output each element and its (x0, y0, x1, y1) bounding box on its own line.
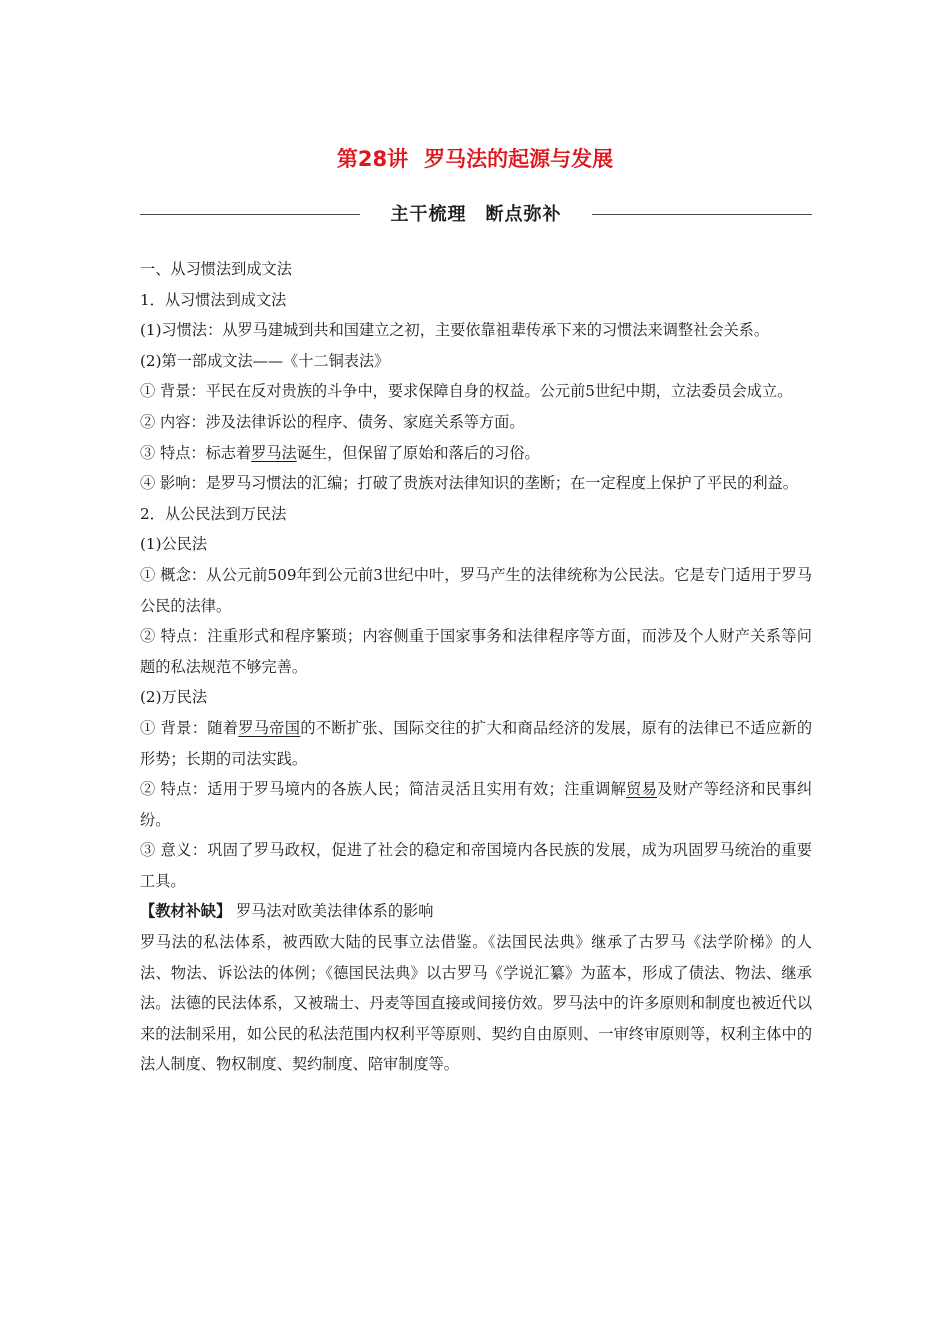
paragraph: ④ 影响：是罗马习惯法的汇编；打破了贵族对法律知识的垄断；在一定程度上保护了平民的利益。 (140, 474, 798, 493)
paragraph: 罗马法的私法体系，被西欧大陆的民事立法借鉴。《法国民法典》继承了古罗马《法学阶梯》的人法、物法、诉讼法的体例；《德国民法典》以古罗马《学说汇纂》为蓝本，形成了债法、物法、继承法。法德的民法体系，又被瑞士、丹麦等国直接或间接仿效。罗马法中的许多原则和制度也被近代以来的法制采用，如公民的私法范围内权利平等原则、契约自由原则、一审终审原则等，权利主体中的法人制度、物权制度、契约制度、陪审制度等。 (140, 933, 812, 1074)
content-body (140, 254, 812, 1080)
text-run: 诞生，但保留了原始和落后的习俗。 (296, 443, 540, 462)
section-banner (140, 201, 812, 229)
lesson-title (0, 144, 950, 174)
paragraph: (1)公民法 (140, 535, 208, 554)
text-run: 的不断扩张、国际交往的扩大和商品经济的发展，原有的法律已不适应新的形势；长期的司法实践。 (140, 718, 812, 768)
subsection-heading: 2．从公民法到万民法 (140, 504, 287, 523)
supplement-tag: 【教材补缺】 (140, 902, 232, 921)
paragraph: (1)习惯法：从罗马建城到共和国建立之初，主要依靠祖辈传承下来的习惯法来调整社会关系。 (140, 321, 770, 340)
supplement-title: 罗马法对欧美法律体系的影响 (235, 902, 434, 921)
paragraph: ① 背景：平民在反对贵族的斗争中，要求保障自身的权益。公元前5世纪中期，立法委员会成立。 (140, 382, 793, 401)
paragraph: ② 特点：注重形式和程序繁琐；内容侧重于国家事务和法律程序等方面，而涉及个人财产关系等问题的私法规范不够完善。 (140, 627, 812, 676)
paragraph (140, 438, 812, 469)
underlined-term: 罗马帝国 (238, 718, 301, 737)
underlined-term: 贸易 (626, 780, 658, 799)
lesson-number: 第28讲 (336, 147, 409, 171)
text-run: ② 特点：适用于罗马境内的各族人民；简洁灵活且实用有效；注重调解 (140, 780, 627, 799)
text-run: 及财产等经济和民事纠纷。 (140, 780, 812, 829)
paragraph: (2)第一部成文法——《十二铜表法》 (140, 351, 390, 370)
subsection-heading: 1．从习惯法到成文法 (140, 290, 287, 309)
banner-label: 主干梳理 断点弥补 (390, 204, 562, 225)
text-run: ③ 特点：标志着 (140, 443, 252, 462)
banner-rule-right (592, 214, 812, 215)
section-heading: 一、从习惯法到成文法 (140, 260, 292, 278)
paragraph: ② 内容：涉及法律诉讼的程序、债务、家庭关系等方面。 (140, 412, 525, 431)
text-run: ① 背景：随着 (140, 718, 239, 737)
lesson-title-text: 罗马法的起源与发展 (424, 147, 614, 171)
paragraph (140, 713, 812, 774)
paragraph: ① 概念：从公元前509年到公元前3世纪中叶，罗马产生的法律统称为公民法。它是专门适用于罗马公民的法律。 (140, 565, 812, 615)
paragraph (140, 774, 812, 835)
paragraph: (2)万民法 (140, 688, 208, 707)
supplement-heading (140, 896, 812, 927)
underlined-term: 罗马法 (251, 443, 297, 462)
paragraph: ③ 意义：巩固了罗马政权，促进了社会的稳定和帝国境内各民族的发展，成为巩固罗马统治的重要工具。 (140, 841, 812, 890)
